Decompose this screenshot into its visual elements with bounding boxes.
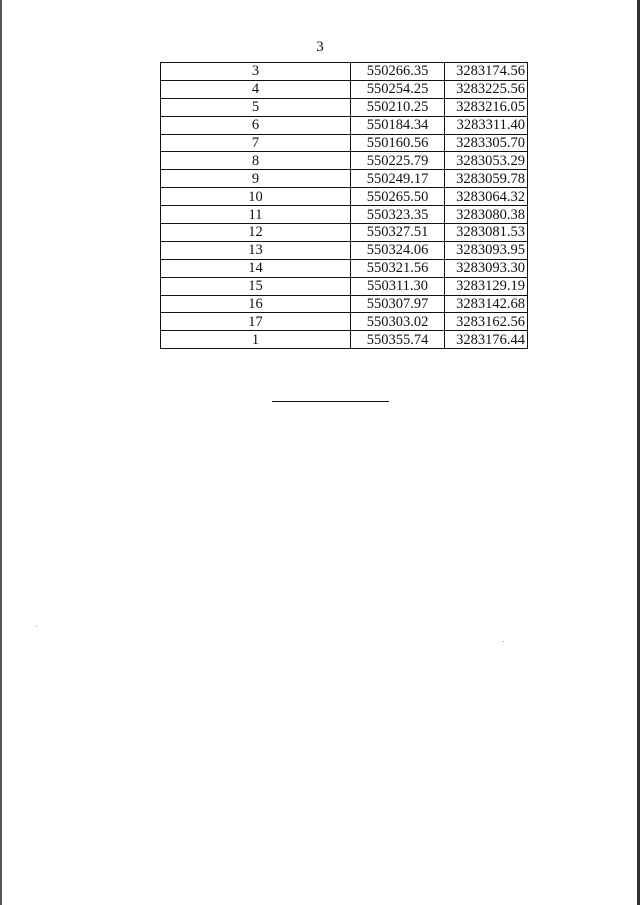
coordinates-table-body (161, 63, 528, 349)
x-coordinate-cell: 550225.79 (351, 152, 445, 170)
y-coordinate-cell: 3283053.29 (445, 152, 528, 170)
y-coordinate-cell: 3283162.56 (445, 313, 528, 331)
x-coordinate-cell: 550355.74 (351, 331, 445, 349)
point-number-cell: 10 (161, 188, 351, 206)
page-number: 3 (316, 39, 324, 55)
x-coordinate-cell: 550311.30 (351, 277, 445, 295)
point-number-cell: 15 (161, 277, 351, 295)
point-number-cell: 13 (161, 241, 351, 259)
y-coordinate-cell: 3283174.56 (445, 63, 528, 81)
point-number-cell: 14 (161, 259, 351, 277)
y-coordinate-cell: 3283216.05 (445, 98, 528, 116)
x-coordinate-cell: 550265.50 (351, 188, 445, 206)
table-row (161, 188, 528, 206)
y-coordinate-cell: 3283311.40 (445, 116, 528, 134)
x-coordinate-cell: 550303.02 (351, 313, 445, 331)
coordinates-table (160, 62, 528, 349)
table-row (161, 134, 528, 152)
x-coordinate-cell: 550327.51 (351, 224, 445, 242)
y-coordinate-cell: 3283093.95 (445, 241, 528, 259)
point-number-cell: 7 (161, 134, 351, 152)
y-coordinate-cell: 3283176.44 (445, 331, 528, 349)
x-coordinate-cell: 550307.97 (351, 295, 445, 313)
scan-edge-left (0, 0, 2, 905)
x-coordinate-cell: 550324.06 (351, 241, 445, 259)
point-number-cell: 17 (161, 313, 351, 331)
y-coordinate-cell: 3283081.53 (445, 224, 528, 242)
point-number-cell: 9 (161, 170, 351, 188)
y-coordinate-cell: 3283305.70 (445, 134, 528, 152)
x-coordinate-cell: 550254.25 (351, 80, 445, 98)
end-of-text-rule (272, 401, 389, 402)
x-coordinate-cell: 550266.35 (351, 63, 445, 81)
y-coordinate-cell: 3283064.32 (445, 188, 528, 206)
scan-speck (503, 641, 504, 642)
scan-speck (36, 626, 37, 627)
table-row (161, 241, 528, 259)
table-row (161, 224, 528, 242)
x-coordinate-cell: 550184.34 (351, 116, 445, 134)
table-row (161, 98, 528, 116)
point-number-cell: 11 (161, 206, 351, 224)
table-row (161, 152, 528, 170)
point-number-cell: 8 (161, 152, 351, 170)
y-coordinate-cell: 3283093.30 (445, 259, 528, 277)
table-row (161, 277, 528, 295)
y-coordinate-cell: 3283129.19 (445, 277, 528, 295)
x-coordinate-cell: 550323.35 (351, 206, 445, 224)
table-row (161, 80, 528, 98)
point-number-cell: 3 (161, 63, 351, 81)
x-coordinate-cell: 550321.56 (351, 259, 445, 277)
y-coordinate-cell: 3283142.68 (445, 295, 528, 313)
table-row (161, 63, 528, 81)
y-coordinate-cell: 3283059.78 (445, 170, 528, 188)
table-row (161, 295, 528, 313)
x-coordinate-cell: 550249.17 (351, 170, 445, 188)
point-number-cell: 1 (161, 331, 351, 349)
y-coordinate-cell: 3283080.38 (445, 206, 528, 224)
y-coordinate-cell: 3283225.56 (445, 80, 528, 98)
table-row (161, 313, 528, 331)
table-row (161, 116, 528, 134)
point-number-cell: 5 (161, 98, 351, 116)
point-number-cell: 6 (161, 116, 351, 134)
x-coordinate-cell: 550160.56 (351, 134, 445, 152)
x-coordinate-cell: 550210.25 (351, 98, 445, 116)
point-number-cell: 16 (161, 295, 351, 313)
table-row (161, 170, 528, 188)
point-number-cell: 4 (161, 80, 351, 98)
table-row (161, 331, 528, 349)
point-number-cell: 12 (161, 224, 351, 242)
table-row (161, 206, 528, 224)
table-row (161, 259, 528, 277)
